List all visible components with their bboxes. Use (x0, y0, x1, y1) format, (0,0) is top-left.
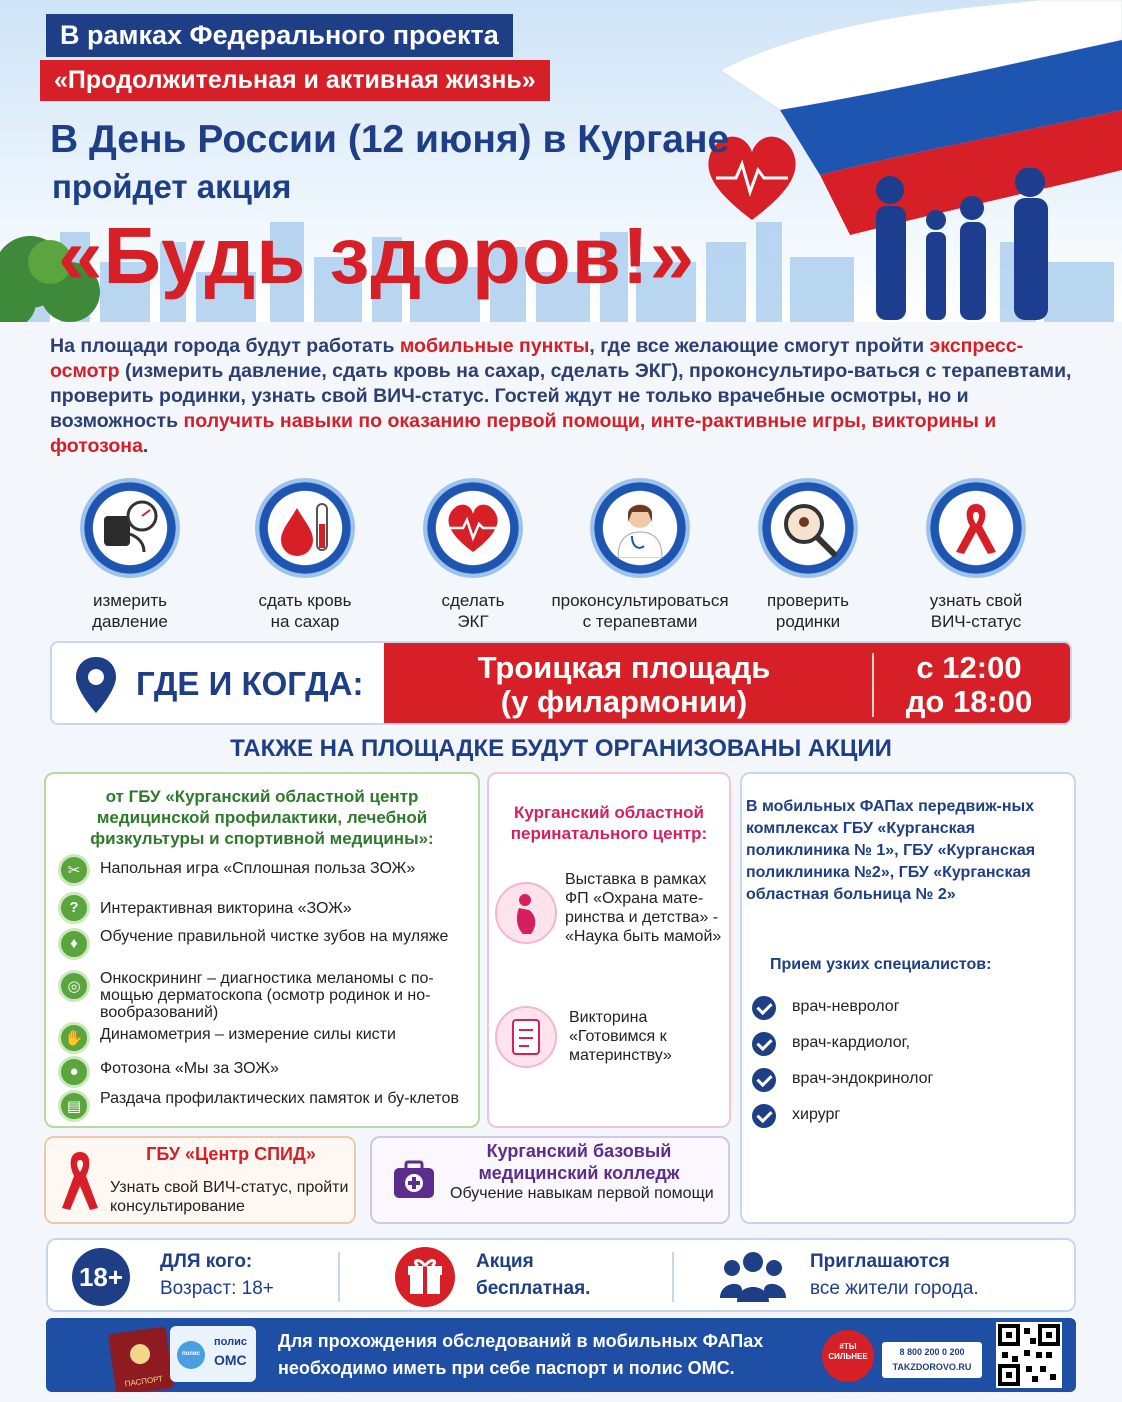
invite-line: все жители города. (810, 1278, 979, 1299)
specialist-name: хирург (792, 1106, 841, 1123)
blood-drop-icon (255, 478, 355, 578)
specialist-item (752, 1032, 1052, 1060)
family-silhouette-image (860, 168, 1080, 320)
quiz-checklist-icon (495, 1006, 557, 1068)
service-label: проконсультироваться (551, 591, 729, 610)
service-label: измерить (92, 591, 168, 610)
site-link[interactable]: TAKZDOROVO.RU (892, 1362, 972, 1372)
service-label: сдать кровь (258, 591, 352, 610)
specialist-item (752, 996, 1052, 1024)
specialist-item (752, 1104, 1052, 1132)
qr-code-image[interactable] (996, 1322, 1062, 1388)
intro-text: (измерить давление, сдать кровь на сахар, сделать ЭКГ), проконсультиро-ваться с терапевтами, проверить родинки, узнать свой ВИЧ-статус. Гостей ждут не только врачебные осмотры, но и возможность (50, 360, 1072, 432)
panel-title: Курганский областной перинатального центр: (510, 803, 708, 843)
headline-line-1: В День России (12 июня) в Кургане (50, 118, 730, 161)
pregnant-woman-icon (495, 882, 557, 944)
panel-text: Обучение навыкам первой помощи (450, 1185, 714, 1202)
service-label: проверить (766, 591, 849, 610)
info-bar (46, 1238, 1076, 1312)
service-label: с терапевтами (582, 612, 698, 631)
event-location (414, 651, 834, 719)
red-ribbon-icon (60, 1150, 100, 1212)
location-line: Троицкая площадь (477, 650, 771, 685)
list-item-text: Напольная игра «Сплошная польза ЗОЖ» (100, 860, 416, 877)
magnifier-icon (758, 478, 858, 578)
documents-note (278, 1328, 838, 1382)
red-ribbon-icon (926, 478, 1026, 578)
service-item (215, 474, 395, 632)
passport-image (108, 1326, 174, 1392)
panel-title: ГБУ «Центр СПИД» (146, 1144, 316, 1164)
hotline-phone[interactable]: 8 800 200 0 200 (899, 1347, 965, 1357)
doctor-icon (590, 478, 690, 578)
list-item-text: Динамометрия – измерение силы кисти (100, 1026, 396, 1043)
audience-label: ДЛЯ кого: (160, 1251, 253, 1272)
divider (672, 1252, 674, 1302)
service-item (718, 474, 898, 632)
specialist-name: врач-эндокринолог (792, 1070, 934, 1087)
list-item-text: Обучение правильной чистке зубов на муляже (100, 928, 449, 945)
dermatoscope-icon: ◎ (58, 970, 90, 1002)
service-label: ВИЧ-статус (930, 612, 1022, 631)
check-icon (752, 1068, 776, 1092)
oms-logo-text: полис (182, 1351, 200, 1357)
list-item (56, 1022, 472, 1054)
list-item (56, 928, 472, 960)
medical-college-panel (370, 1136, 730, 1224)
gift-icon (394, 1246, 456, 1308)
list-item-text: Интерактивная викторина «ЗОЖ» (100, 900, 352, 917)
where-when-bar (50, 641, 1072, 725)
check-icon (752, 996, 776, 1020)
also-section-title: ТАКЖЕ НА ПЛОЩАДКЕ БУДУТ ОРГАНИЗОВАНЫ АКЦИИ (230, 735, 892, 762)
note-line: необходимо иметь при себе паспорт и полис ОМС. (278, 1358, 735, 1378)
hand-icon: ✋ (58, 1022, 90, 1054)
aids-center-panel (44, 1136, 356, 1224)
location-pin-icon (74, 655, 118, 715)
hotline-box (882, 1342, 982, 1378)
specialists-subtitle: Прием узких специалистов: (770, 956, 992, 973)
service-label: родинки (775, 612, 841, 631)
audience-info (160, 1248, 274, 1302)
headline-line-2: пройдет акция (52, 168, 292, 205)
emblem-icon (126, 1341, 153, 1368)
service-item (40, 474, 220, 632)
divider (872, 653, 874, 717)
location-line: (у филармонии) (500, 684, 748, 719)
service-item (383, 474, 563, 632)
prevention-center-panel (44, 772, 480, 1128)
list-item (56, 1090, 472, 1122)
divider (338, 1252, 340, 1302)
panel-title: Курганский базовый медицинский колледж (478, 1141, 680, 1183)
project-label: В рамках Федерального проекта (46, 14, 513, 57)
booklet-icon: ▤ (58, 1090, 90, 1122)
check-icon (752, 1032, 776, 1056)
intro-text: , где все желающие смогут пройти (589, 335, 930, 357)
question-icon: ? (58, 892, 90, 924)
list-item (56, 854, 472, 886)
service-label: узнать свой (929, 591, 1023, 610)
specialist-name: врач-невролог (792, 998, 900, 1015)
service-label: сделать (441, 591, 505, 610)
oms-card-image (170, 1326, 256, 1382)
oms-label: ОМС (214, 1352, 247, 1368)
time-line: до 18:00 (905, 684, 1033, 719)
where-when-title: ГДЕ И КОГДА: (136, 665, 364, 702)
event-time (879, 651, 1059, 719)
time-line: с 12:00 (916, 650, 1022, 685)
perinatal-center-panel (487, 772, 731, 1128)
service-label: на сахар (270, 612, 340, 631)
intro-text: . (142, 435, 149, 457)
intro-highlight: мобильные пункты (399, 335, 590, 357)
list-item-text: Раздача профилактических памяток и бу-клетов (100, 1090, 459, 1107)
check-icon (752, 1104, 776, 1128)
note-line: Для прохождения обследований в мобильных ФАПах (278, 1331, 764, 1351)
panel-title: от ГБУ «Курганский областной центр медицинской профилактики, лечебной физкультуры и спортивной медицины»: (90, 787, 434, 848)
where-when-details (384, 643, 1072, 725)
documents-footer (46, 1318, 1076, 1392)
tooth-icon: ♦ (58, 928, 90, 960)
age-badge: 18+ (72, 1248, 130, 1306)
where-when-label-area (52, 643, 384, 725)
specialist-name: врач-кардиолог, (792, 1034, 910, 1051)
free-line: Акция (476, 1251, 534, 1272)
ty-silnee-logo: #ТЫ СИЛЬНЕЕ (822, 1330, 874, 1382)
audience-value: Возраст: 18+ (160, 1278, 274, 1299)
service-label: ЭКГ (457, 612, 489, 631)
free-info (476, 1248, 590, 1302)
project-name-label: «Продолжительная и активная жизнь» (40, 60, 550, 101)
panel-text: Узнать свой ВИЧ-статус, пройти консультирование (110, 1179, 349, 1215)
service-item (550, 474, 730, 632)
people-group-icon (720, 1248, 786, 1304)
intro-paragraph (50, 334, 1080, 459)
invite-line: Приглашаются (810, 1251, 950, 1272)
intro-highlight: получить навыки по оказанию первой помощи, инте-рактивные игры, викторины и фотозона (50, 410, 997, 457)
invite-info (810, 1248, 979, 1302)
panel-title: В мобильных ФАПах передвиж-ных комплексах ГБУ «Курганская поликлиника № 1», ГБУ «Курганская поликлиника №2», ГБУ «Курганская областная больница № 2» (746, 798, 1036, 903)
list-item (56, 1056, 472, 1088)
passport-label: ПАСПОРТ (124, 1374, 164, 1389)
first-aid-kit-icon (392, 1158, 436, 1202)
intro-highlight: экспресс-осмотр (50, 335, 1024, 382)
services-row (40, 474, 1090, 634)
mobile-fap-panel (740, 772, 1076, 1224)
specialist-item (752, 1068, 1052, 1096)
header-banner (0, 0, 1122, 322)
list-item (56, 892, 472, 924)
service-label: давление (92, 612, 168, 631)
heart-ecg-icon (423, 478, 523, 578)
scissors-game-icon: ✂ (58, 854, 90, 886)
list-item (56, 970, 472, 1021)
camera-icon: ● (58, 1056, 90, 1088)
exhibition-text: Выставка в рамках ФП «Охрана мате-ринства и детства» - «Наука быть мамой» (565, 871, 722, 945)
tonometer-icon (80, 478, 180, 578)
intro-text: На площади города будут работать (50, 335, 400, 357)
oms-polis-label: полис (214, 1336, 247, 1348)
service-item (886, 474, 1066, 632)
quiz-text: Викторина «Готовимся к материнству» (569, 1009, 672, 1064)
list-item-text: Онкоскрининг – диагностика меланомы с по-мощью дерматоскопа (осмотр родинок и но-вообразований) (100, 970, 434, 1021)
list-item-text: Фотозона «Мы за ЗОЖ» (100, 1060, 279, 1077)
campaign-title: «Будь здоров!» (58, 211, 696, 300)
free-line: бесплатная. (476, 1278, 591, 1299)
